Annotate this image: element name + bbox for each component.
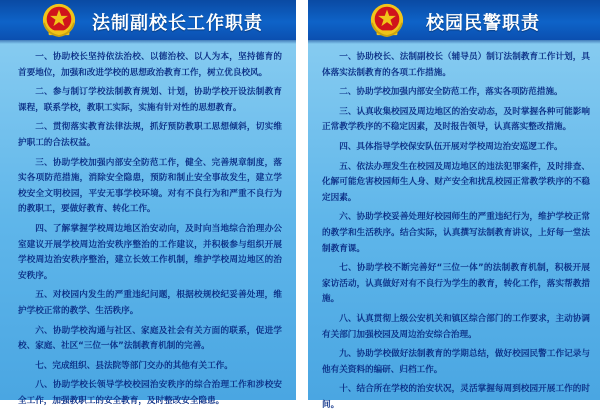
left-poster-panel (0, 0, 296, 406)
duty-paragraph: 三、认真收集校园及周边地区的治安动态，及时掌握各种可能影响正常教学秩序的不稳定因素，及时报告领导，认真落实整改措施。 (322, 106, 590, 133)
right-poster-panel (308, 0, 600, 410)
duty-paragraph: 八、认真贯彻上级公安机关和镇区综合部门的工作要求，主动协调有关部门加强校园及周边治安综合治理。 (322, 313, 590, 340)
right-poster-body (322, 50, 590, 417)
police-emblem-icon (368, 2, 406, 38)
duty-paragraph: 七、协助学校不断完善好“三位一体”的法制教育机制，积极开展家访活动，认真做好对有不良行为学生的教育，转化工作，落实帮教措施。 (322, 263, 590, 305)
duty-paragraph: 五、对校园内发生的严重违纪问题，根据校规校纪妥善处理，维护学校正常的教学、生活秩序。 (18, 290, 282, 316)
police-emblem-icon (40, 2, 78, 38)
duty-paragraph: 一、协助校长坚持依法治校、以德治校、以人为本，坚持德育的首要地位，加强和改进学校的思想政治教育工作，树立优良校风。 (18, 52, 282, 78)
duty-paragraph: 一、协助校长、法制副校长（辅导员）制订法制教育工作计划，具体落实法制教育的各项工作措施。 (322, 52, 590, 78)
poster-divider (296, 0, 308, 400)
duty-paragraph: 二、贯彻落实教育法律法规，抓好预防教职工思想倾斜，切实维护职工的合法权益。 (18, 122, 282, 148)
right-poster-title: 校园民警职责 (426, 13, 540, 34)
duty-paragraph: 三、协助学校加强内部安全防范工作，健全、完善规章制度，落实各项防范措施，消除安全隐患，预防和制止安全事故发生，建立学校安全文明校园，平安无事学校环境。对有不良行为和严重不良行为的教职工，要做好教育、转化工作。 (18, 157, 282, 215)
left-poster-header (0, 0, 296, 40)
duty-paragraph: 四、具体指导学校保安队伍开展对学校周边治安巡逻工作。 (339, 141, 563, 152)
duty-paragraph: 二、协助学校加强内部安全防范工作，落实各项防范措施。 (339, 87, 563, 98)
duty-paragraph: 六、协助学校妥善处理好校园师生的严重违纪行为，维护学校正常的教学和生活秩序。结合实际，认真撰写法制教育讲议，上好每一堂法制教育课。 (322, 212, 590, 254)
left-poster-body (18, 50, 282, 413)
right-poster-header (308, 0, 600, 40)
left-poster-title: 法制副校长工作职责 (92, 13, 263, 34)
duty-paragraph: 九、协助学校做好法制教育的学期总结，做好校园民警工作记录与他有关资料的编研、归档工作。 (322, 349, 590, 375)
duty-paragraph: 四、了解掌握学校周边地区治安动向，及时向当地综合治理办公室建议开展学校周边治安秩序整治的工作建议，并积极参与组织开展学校周边治安秩序整治，建立长效工作机制，维护学校周边地区的治安秩序。 (18, 223, 282, 281)
duty-paragraph: 七、完成组织、县法院等部门交办的其他有关工作。 (35, 360, 233, 371)
duty-paragraph: 二、参与制订学校法制教育规划、计划，协助学校开设法制教育课程，联系学校，教职工实际，实施有针对性的思想教育。 (18, 87, 282, 113)
duty-paragraph: 八、协助学校长领导学校校园治安秩序的综合治理工作和涉校安全工作，加强教职工的安全教育，及时整改安全隐患。 (18, 380, 282, 406)
duty-paragraph: 六、协助学校沟通与社区、家庭及社会有关方面的联系，促进学校、家庭、社区“三位一体”法制教育机制的完善。 (18, 325, 282, 352)
duty-paragraph: 五、依法办理发生在校园及周边地区的违法犯罪案件，及时排查、化解可能危害校园师生人身、财产安全和扰乱校园正常教学秩序的不稳定因素。 (322, 161, 590, 203)
duty-paragraph: 十、结合所在学校的治安状况，灵活掌握每周到校园开展工作的时间。 (322, 384, 590, 410)
